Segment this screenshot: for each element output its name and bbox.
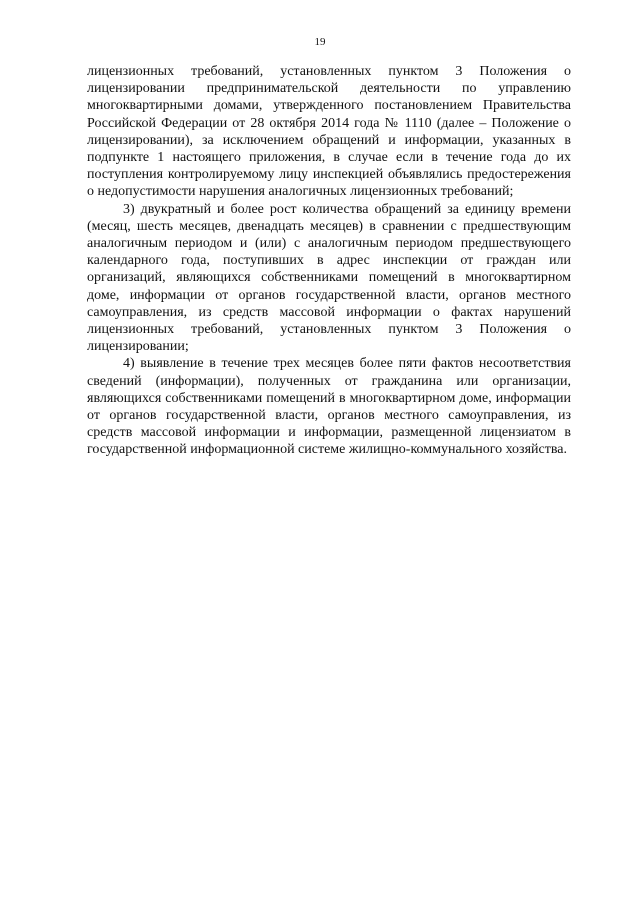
paragraph-item-4: 4) выявление в течение трех месяцев более пяти фактов несоответствия сведений (информации), полученных от гражданина или организации, являющихся собственниками помещений в многоквартирном доме, информации от органов государственной власти, органов местного самоуправления, из средств массовой информации и информации, размещенной лицензиатом в государственной информационной системе жилищно-коммунального хозяйства.	[87, 356, 571, 458]
page-number: 19	[314, 36, 326, 48]
document-body	[87, 63, 571, 459]
paragraph-continuation: лицензионных требований, установленных пунктом 3 Положения о лицензировании предпринимательской деятельности по управлению многоквартирными домами, утвержденного постановлением Правительства Российской Федерации от 28 октября 2014 года № 1110 (далее – Положение о лицензировании), за исключением обращений и информации, указанных в подпункте 1 настоящего приложения, в случае если в течение года до их поступления контролируемому лицу инспекцией объявлялись предостережения о недопустимости нарушения аналогичных лицензионных требований;	[87, 64, 571, 200]
paragraph-item-3: 3) двукратный и более рост количества обращений за единицу времени (месяц, шесть месяцев, двенадцать месяцев) в сравнении с предшествующим аналогичным периодом и (или) с аналогичным периодом предшествующего календарного года, поступивших в адрес инспекции от граждан или организаций, являющихся собственниками помещений в многоквартирном доме, информации от органов государственной власти, органов местного самоуправления, из средств массовой информации о фактах нарушений лицензионных требований, установленных пунктом 3 Положения о лицензировании;	[87, 201, 571, 355]
